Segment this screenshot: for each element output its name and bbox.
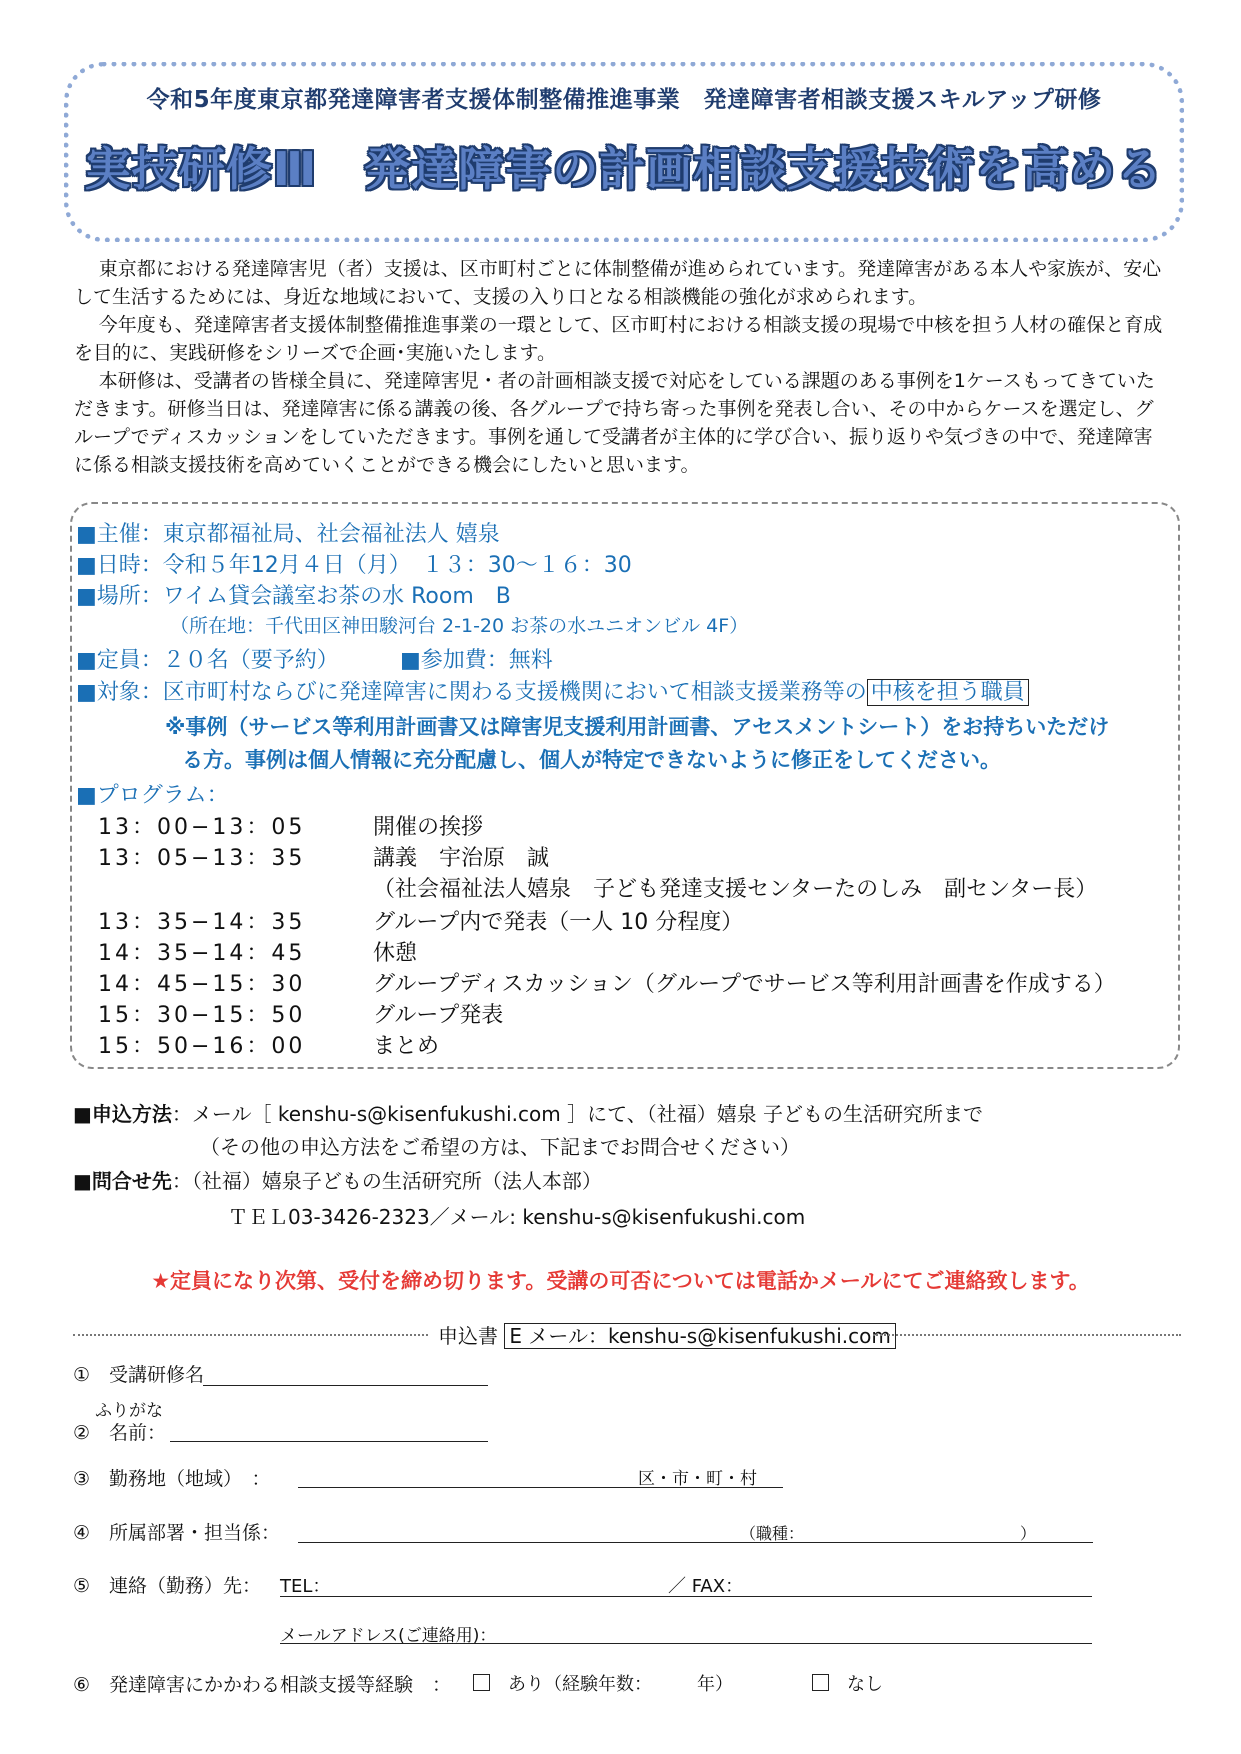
program-label: ■プログラム：: [76, 783, 229, 808]
venue: ■場所：ワイム貸会議室お茶の水 Room B: [76, 584, 511, 609]
contact-label: ■問合せ先: [73, 1169, 172, 1193]
tel-label: TEL：: [280, 1576, 331, 1597]
notice: ★定員になり次第、受付を締め切ります。受講の可否については電話かメールにてご連絡致します。: [151, 1269, 1090, 1293]
apply-method-label: ■申込方法: [73, 1102, 172, 1126]
program-item: まとめ: [373, 1034, 440, 1059]
form-email: E メール：kenshu-s@kisenfukushi.com: [504, 1323, 895, 1349]
header-subtitle: 令和5年度東京都発達障害者支援体制整備推進事業 発達障害者相談支援スキルアップ研修: [146, 87, 1102, 113]
contact: [73, 1165, 602, 1194]
program-time: 13：05−13：35: [98, 846, 306, 871]
dotted-divider: [73, 1334, 428, 1336]
note-line: ※事例（サービス等利用計画書又は障害児支援利用計画書、アセスメントシート）をお持ちいただけ: [165, 715, 1110, 739]
field-location-label: ③ 勤務地（地域） ：: [73, 1468, 271, 1490]
note-line: る方。事例は個人情報に充分配慮し、個人が特定できないように修正をしてください。: [182, 748, 1001, 772]
program-row: [98, 1029, 439, 1060]
apply-method-text: ：メール［ kenshu-s@kisenfukushi.com ］にて、（社福）嬉泉 子どもの生活研究所まで: [171, 1102, 984, 1126]
program-item: グループ発表: [373, 1003, 504, 1028]
program-time: 13：35−14：35: [98, 910, 306, 935]
program-time: 13：00−13：05: [98, 815, 306, 840]
apply-method: [73, 1098, 983, 1127]
intro-paragraph: 東京都における発達障害児（者）支援は、区市町村ごとに体制整備が進められています。発達障害がある本人や家族が、安心して生活するためには、身近な地域において、支援の入り口となる相談機能の強化が求められます。: [74, 258, 1162, 308]
program-item: グループディスカッション（グループでサービス等利用計画書を作成する）: [373, 972, 1116, 997]
venue-address: （所在地：千代田区神田駿河台 2-1-20 お茶の水ユニオンビル 4F）: [170, 615, 749, 637]
course-input[interactable]: [203, 1385, 488, 1386]
form-header: [73, 1320, 1181, 1350]
program-time: 14：45−15：30: [98, 972, 306, 997]
experience-no-label: なし: [847, 1674, 883, 1695]
experience-yes-checkbox[interactable]: [473, 1674, 490, 1691]
program-row: [98, 936, 417, 967]
job-type-label: （職種： ）: [740, 1524, 1037, 1543]
program-row: [98, 998, 503, 1029]
intro-paragraph: 今年度も、発達障害者支援体制整備推進事業の一環として、区市町村における相談支援の現場で中核を担う人材の確保と育成を目的に、実践研修をシリーズで企画･実施いたします。: [74, 314, 1163, 364]
field-experience-label: ⑥ 発達障害にかかわる相談支援等経験 ：: [73, 1674, 452, 1696]
program-row: [98, 841, 549, 872]
apply-method-note: （その他の申込方法をご希望の方は、下記までお問合せください）: [200, 1135, 800, 1159]
email-input[interactable]: [280, 1643, 1092, 1644]
program-item: 休憩: [373, 941, 418, 966]
field-department-label: ④ 所属部署・担当係：: [73, 1522, 281, 1544]
name-input[interactable]: [170, 1441, 488, 1442]
program-row: [98, 967, 1116, 998]
page-title: 実技研修Ⅲ 発達障害の計画相談支援技術を高める: [84, 142, 1164, 196]
program-item: グループ内で発表（一人 10 分程度）: [373, 910, 744, 935]
header-box: [64, 62, 1184, 242]
program-item: 開催の挨拶: [373, 815, 484, 840]
target-text: ■対象：区市町村ならびに発達障害に関わる支援機関において相談支援業務等の: [76, 680, 867, 705]
program-row: [373, 872, 1097, 903]
program-row: [98, 810, 483, 841]
contact-text: ：（社福）嬉泉子どもの生活研究所（法人本部）: [171, 1169, 602, 1193]
intro-text: [74, 255, 1169, 479]
organizer: ■主催：東京都福祉局、社会福祉法人 嬉泉: [76, 522, 500, 547]
intro-paragraph: 本研修は、受講者の皆様全員に、発達障害児・者の計画相談支援で対応をしている課題のある事例を1ケースもってきていただきます。研修当日は、発達障害に係る講義の後、各グループで持ち寄った事例を発表し合い、その中からケースを選定し、グループでディスカッションをしていただきます。事例を通して受講者が主体的に学び合い、振り返りや気づきの中で、発達障害に係る相談支援技術を高めていくことができる機会にしたいと思います。: [74, 370, 1155, 476]
date: ■日時：令和５年12月４日（月） １３：30～１６：30: [76, 553, 632, 578]
target-highlight: 中核を担う職員: [867, 679, 1029, 706]
email-label: メールアドレス(ご連絡用)：: [280, 1626, 497, 1646]
experience-no: [812, 1670, 883, 1696]
field-course-label: ① 受講研修名: [73, 1364, 205, 1386]
program-time: 14：35−14：45: [98, 941, 306, 966]
form-header-label: [438, 1320, 896, 1349]
target: [76, 675, 1029, 706]
program-row: [98, 905, 743, 936]
fee: ■参加費：無料: [400, 648, 553, 673]
field-name-label: ② 名前：: [73, 1422, 167, 1444]
experience-yes: [473, 1670, 733, 1696]
dotted-divider: [873, 1334, 1181, 1336]
form-title: 申込書: [438, 1324, 498, 1348]
program-time: 15：50−16：00: [98, 1034, 306, 1059]
program-time: 15：30−15：50: [98, 1003, 306, 1028]
tel-fax-input[interactable]: [280, 1596, 1092, 1597]
experience-no-checkbox[interactable]: [812, 1674, 829, 1691]
program-item: 講義 宇治原 誠: [373, 846, 550, 871]
capacity: ■定員：２０名（要予約）: [76, 648, 339, 673]
contact-tel: ＴＥＬ03-3426-2323／メール: kenshu-s@kisenfukushi.com: [228, 1205, 806, 1229]
field-contact-label: ⑤ 連絡（勤務）先：: [73, 1575, 262, 1597]
fax-label: ／ FAX：: [668, 1576, 744, 1597]
furigana-label: ふりがな: [95, 1401, 163, 1421]
experience-yes-label: あり（経験年数： 年）: [508, 1674, 733, 1695]
program-item: （社会福祉法人嬉泉 子ども発達支援センターたのしみ 副センター長）: [373, 877, 1098, 902]
location-suffix: 区・市・町・村: [638, 1469, 757, 1489]
